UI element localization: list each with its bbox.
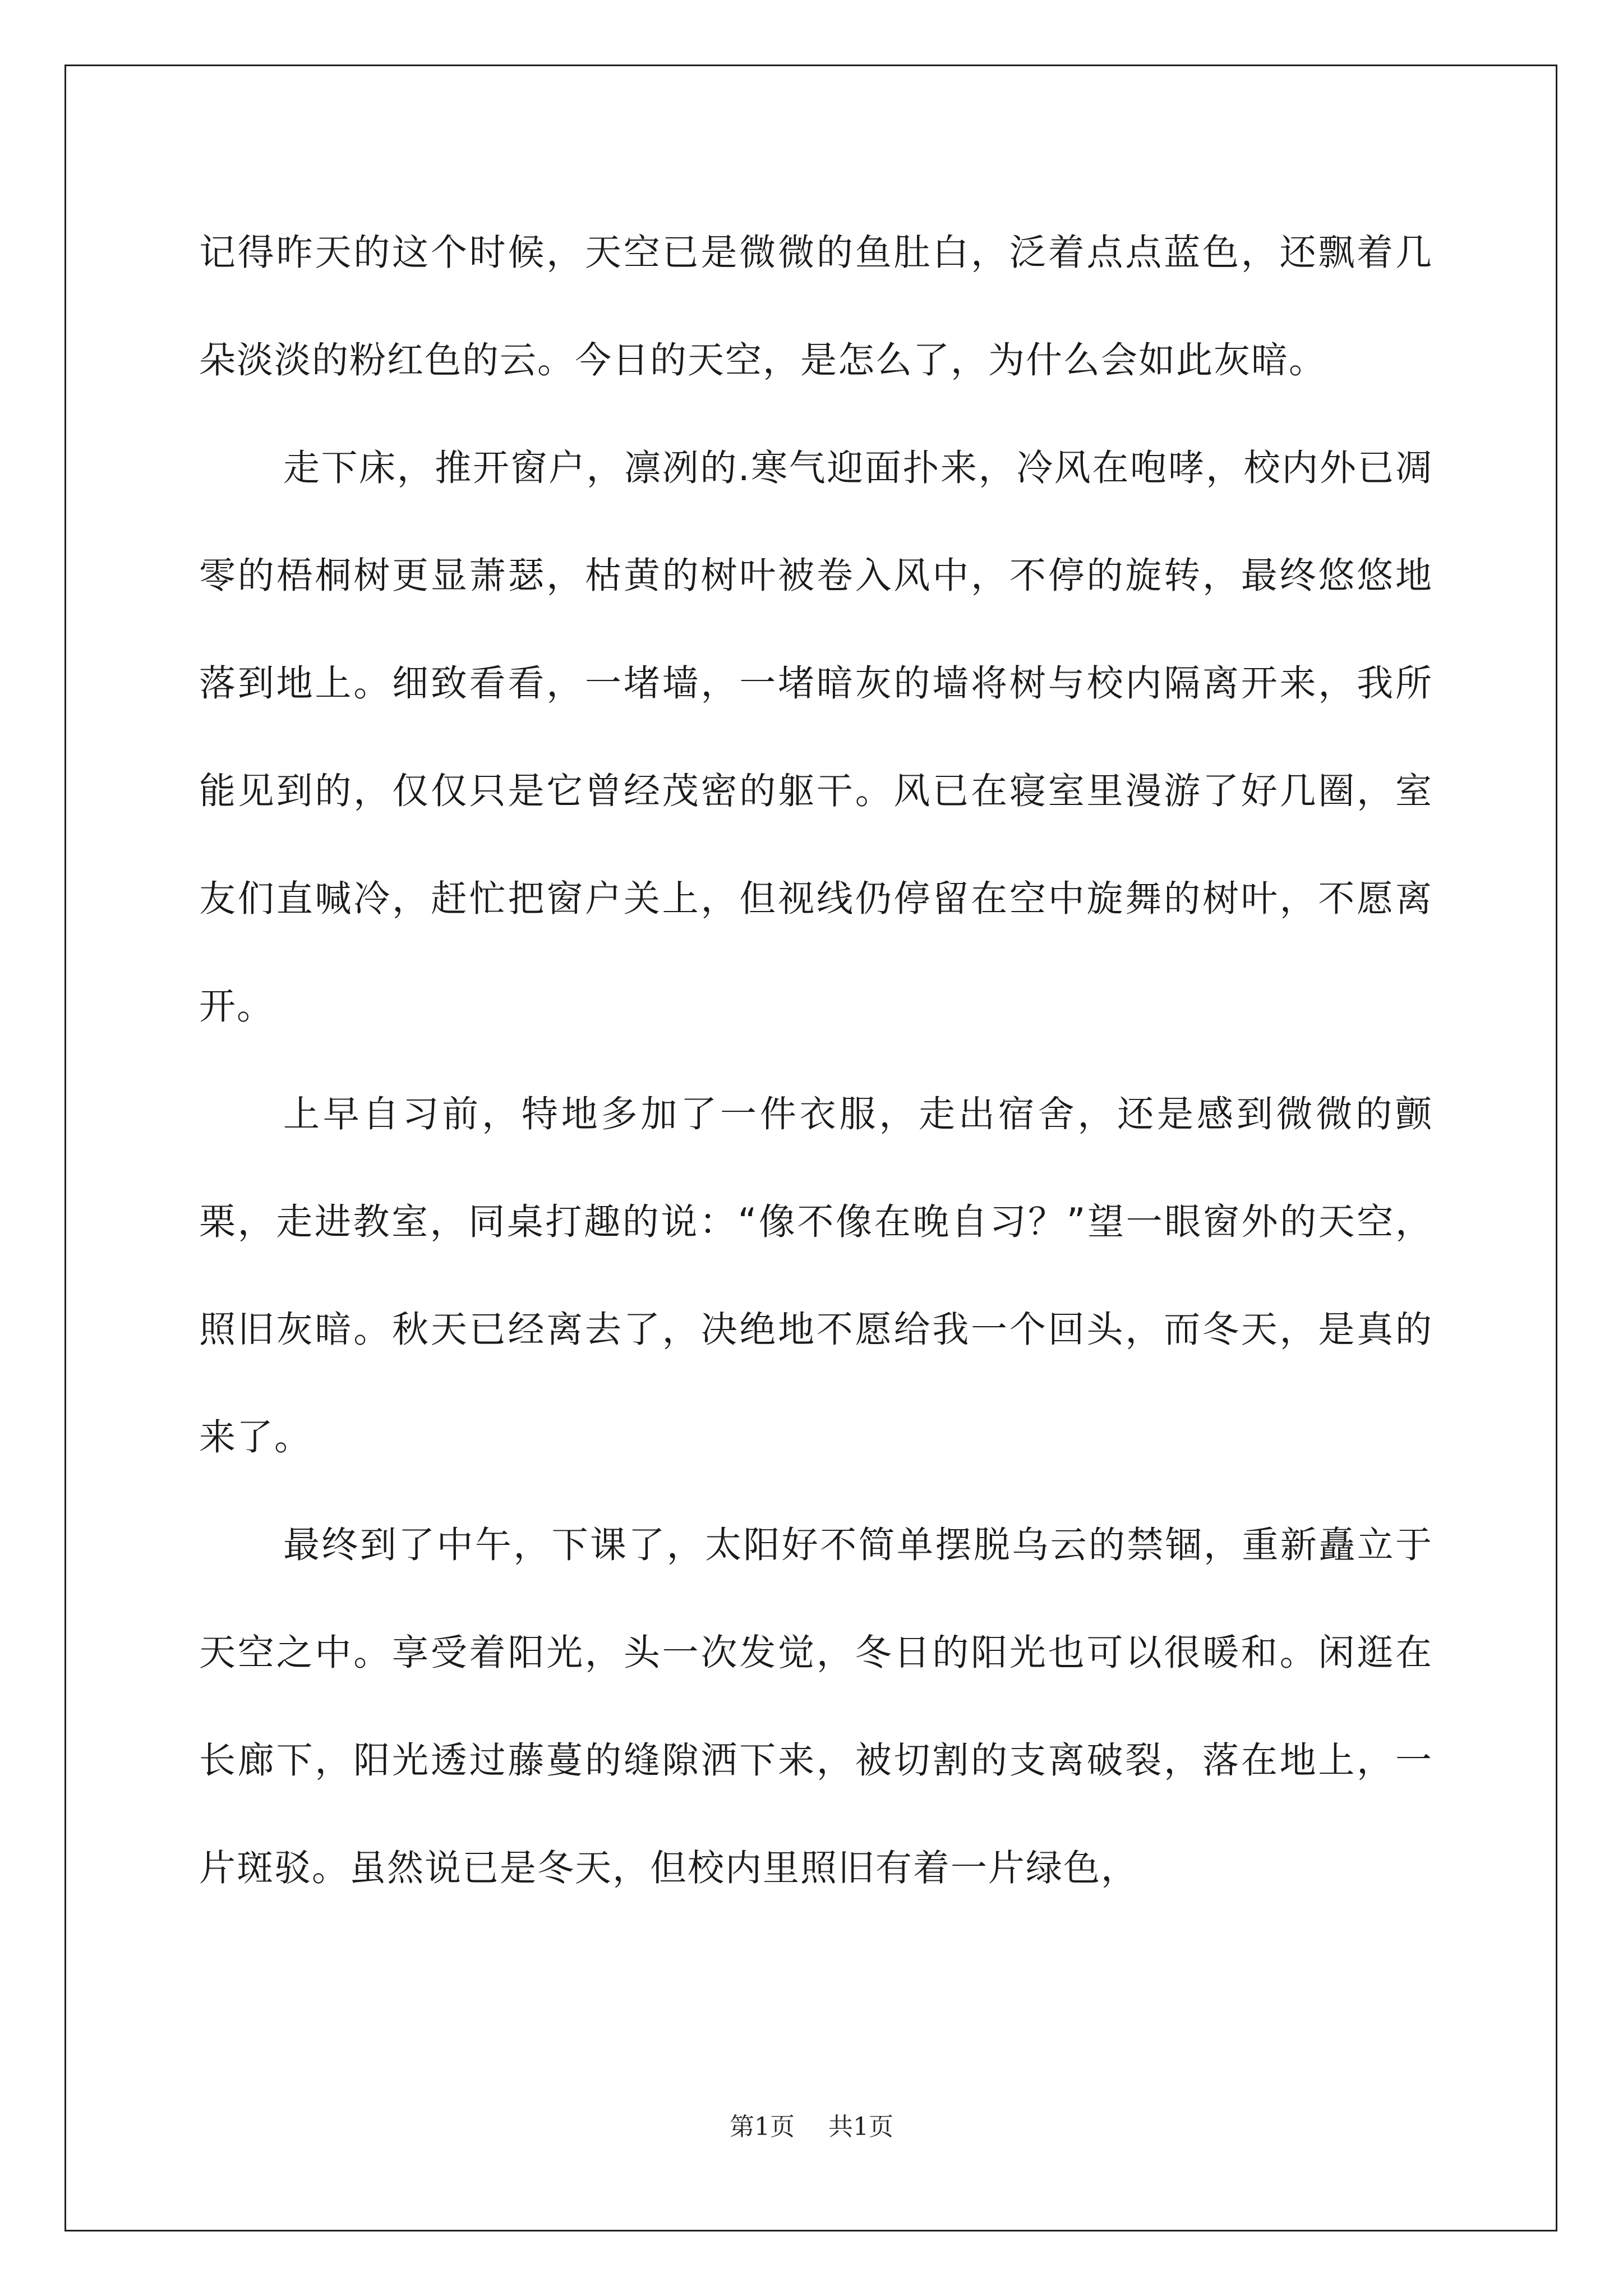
paragraph-3: 上早自习前，特地多加了一件衣服，走出宿舍，还是感到微微的颤栗，走进教室，同桌打趣的说：“像不像在晚自习？”望一眼窗外的天空，照旧灰暗。秋天已经离去了，决绝地不愿给我一个回头，而冬天，是真的来了。 xyxy=(199,1093,1433,1458)
paragraph-4: 最终到了中午，下课了，太阳好不简单摆脱乌云的禁锢，重新矗立于天空之中。享受着阳光，头一次发觉，冬日的阳光也可以很暖和。闲逛在长廊下，阳光透过藤蔓的缝隙洒下来，被切割的支离破裂，落在地上，一片斑驳。虽然说已是冬天，但校内里照旧有着一片绿色， xyxy=(199,1524,1433,1889)
page-total: 共1页 xyxy=(828,2113,893,2141)
paragraph-1: 记得昨天的这个时候，天空已是微微的鱼肚白，泛着点点蓝色，还飘着几朵淡淡的粉红色的云。今日的天空，是怎么了，为什么会如此灰暗。 xyxy=(199,232,1433,381)
page-footer xyxy=(0,2106,1623,2142)
paragraph-2: 走下床，推开窗户，凛冽的.寒气迎面扑来，冷风在咆哮，校内外已凋零的梧桐树更显萧瑟，枯黄的树叶被卷入风中，不停的旋转，最终悠悠地落到地上。细致看看，一堵墙，一堵暗灰的墙将树与校内隔离开来，我所能见到的，仅仅只是它曾经茂密的躯干。风已在寝室里漫游了好几圈，室友们直喊冷，赶忙把窗户关上，但视线仍停留在空中旋舞的树叶，不愿离开。 xyxy=(199,447,1433,1028)
article-body xyxy=(199,199,1433,1922)
page-number: 第1页 xyxy=(730,2113,795,2141)
